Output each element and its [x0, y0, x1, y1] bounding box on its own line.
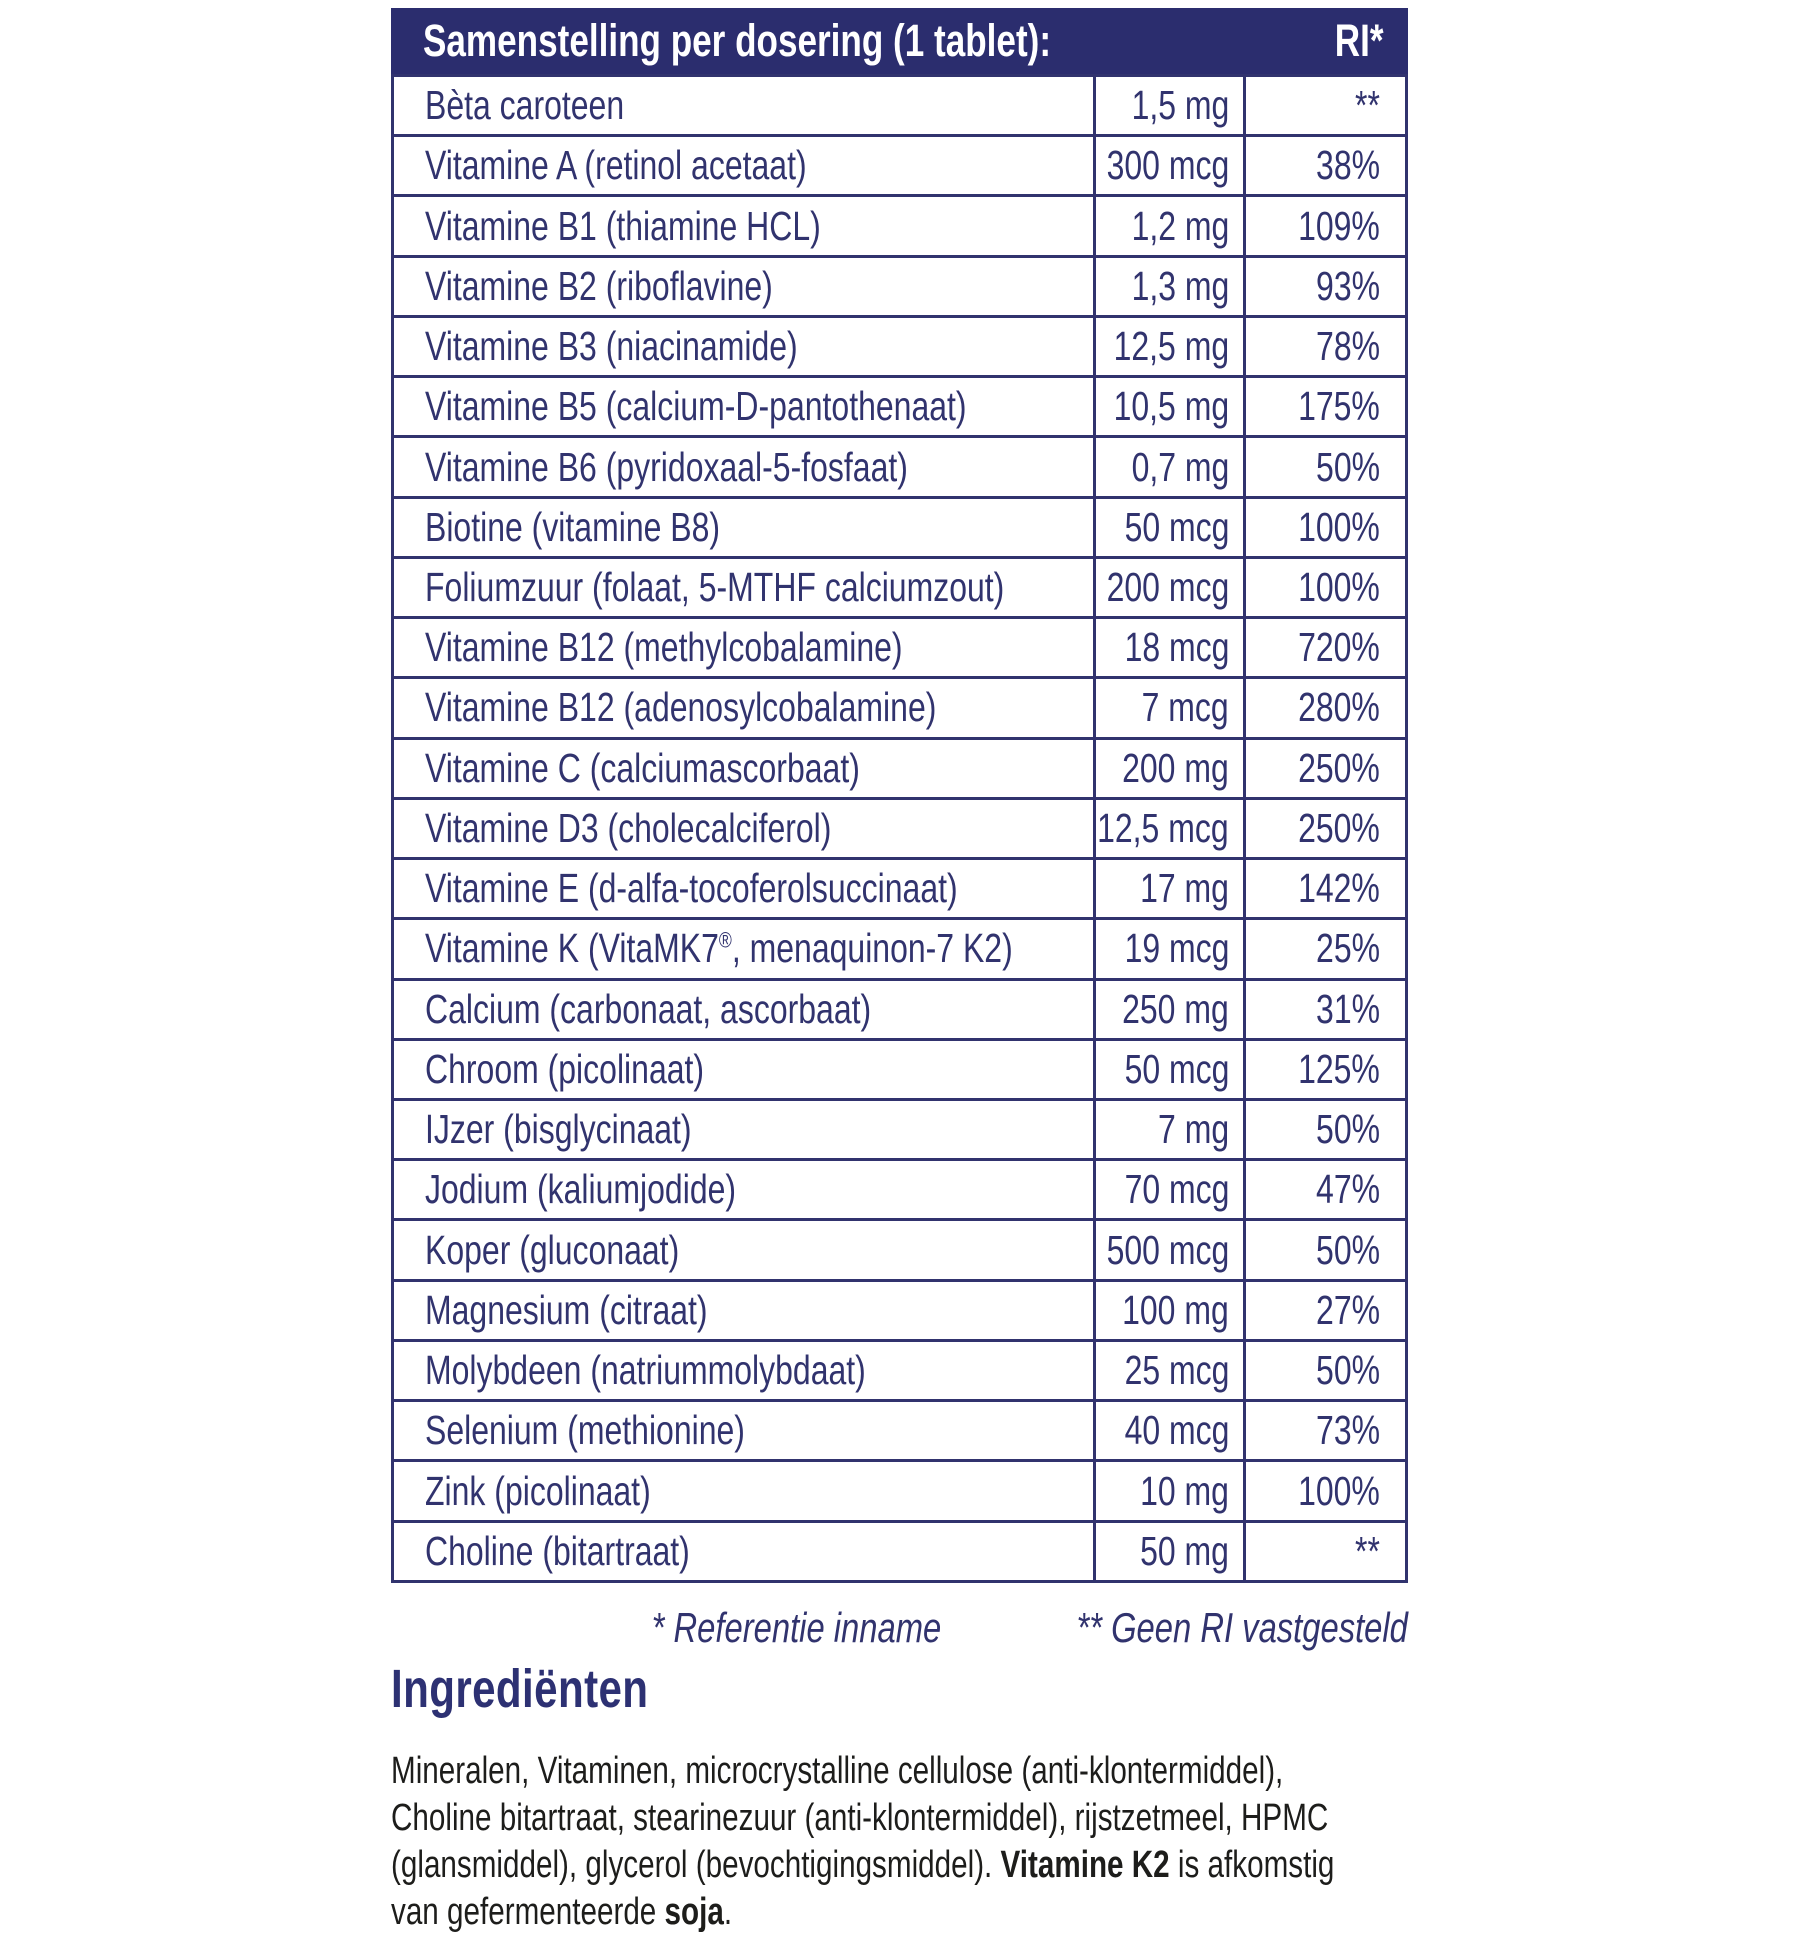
- nutrient-name: Vitamine B12 (adenosylcobalamine): [425, 684, 937, 731]
- nutrient-name: Vitamine B3 (niacinamide): [425, 323, 798, 370]
- nutrient-ri: 100%: [1298, 563, 1380, 610]
- paragraph-line: [391, 1842, 1600, 1889]
- nutrient-name: Vitamine B12 (methylcobalamine): [425, 624, 903, 671]
- table-row: [394, 676, 1405, 736]
- nutrient-name: Choline (bitartraat): [425, 1527, 690, 1574]
- table-row: [394, 194, 1405, 254]
- table-row: [394, 1218, 1405, 1278]
- text-segment: .: [723, 1891, 733, 1933]
- nutrient-name: Magnesium (citraat): [425, 1286, 708, 1333]
- nutrient-ri: 31%: [1315, 985, 1380, 1032]
- nutrient-amount: 50 mg: [1140, 1527, 1229, 1574]
- text-segment: is afkomstig: [1169, 1844, 1335, 1886]
- nutrient-amount: 1,5 mg: [1131, 82, 1229, 129]
- table-row: [394, 1158, 1405, 1218]
- nutrient-ri: 50%: [1315, 1226, 1380, 1273]
- nutrient-ri: 93%: [1315, 262, 1380, 309]
- text-segment: (glansmiddel), glycerol (bevochtigingsmiddel).: [391, 1844, 1001, 1886]
- text-segment: Choline bitartraat, stearinezuur (anti-klontermiddel), rijstzetmeel, HPMC: [391, 1797, 1329, 1839]
- nutrient-amount: 50 mcg: [1124, 1045, 1229, 1092]
- nutrient-amount: 250 mg: [1122, 985, 1229, 1032]
- nutrient-amount: 50 mcg: [1124, 503, 1229, 550]
- composition-table: [391, 8, 1408, 1583]
- nutrient-name: Vitamine B5 (calcium-D-pantothenaat): [425, 383, 967, 430]
- nutrient-ri: 125%: [1298, 1045, 1380, 1092]
- text-segment: soja: [664, 1891, 724, 1933]
- nutrient-name: Foliumzuur (folaat, 5-MTHF calciumzout): [425, 563, 1005, 610]
- nutrient-name: Vitamine E (d-alfa-tocoferolsuccinaat): [425, 865, 958, 912]
- nutrient-amount: 500 mcg: [1106, 1226, 1229, 1273]
- nutrient-ri: **: [1355, 82, 1380, 129]
- nutrient-ri: 73%: [1315, 1407, 1380, 1454]
- nutrient-amount: 1,3 mg: [1131, 262, 1229, 309]
- ingredients-heading: Ingrediënten: [391, 1659, 649, 1719]
- table-row: [394, 435, 1405, 495]
- nutrient-amount: 200 mcg: [1106, 563, 1229, 610]
- nutrient-ri: 100%: [1298, 1467, 1380, 1514]
- nutrient-name: Vitamine B6 (pyridoxaal-5-fosfaat): [425, 443, 908, 490]
- table-header: [391, 8, 1408, 74]
- nutrient-amount: 12,5 mg: [1113, 323, 1229, 370]
- nutrient-name: IJzer (bisglycinaat): [425, 1106, 692, 1153]
- text-segment: Vitamine K2: [1000, 1844, 1170, 1886]
- nutrient-ri: 250%: [1298, 804, 1380, 851]
- nutrient-name: Chroom (picolinaat): [425, 1045, 705, 1092]
- nutrient-amount: 200 mg: [1122, 744, 1229, 791]
- nutrient-amount: 7 mg: [1157, 1106, 1229, 1153]
- nutrient-amount: 40 mcg: [1124, 1407, 1229, 1454]
- nutrient-amount: 300 mcg: [1106, 142, 1229, 189]
- paragraph-line: [391, 1748, 1600, 1795]
- nutrient-ri: 109%: [1298, 202, 1380, 249]
- table-row: [394, 375, 1405, 435]
- nutrient-name: Bèta caroteen: [425, 82, 625, 129]
- nutrient-ri: 100%: [1298, 503, 1380, 550]
- ingredients-paragraph: [391, 1748, 1600, 1936]
- nutrient-ri: 25%: [1315, 925, 1380, 972]
- table-row: [394, 315, 1405, 375]
- table-row: [394, 917, 1405, 977]
- nutrient-name: Vitamine B2 (riboflavine): [425, 262, 773, 309]
- footnote: [391, 1604, 1408, 1652]
- table-row: [394, 616, 1405, 676]
- nutrient-name: Selenium (methionine): [425, 1407, 745, 1454]
- nutrient-amount: 7 mcg: [1141, 684, 1229, 731]
- table-header-ri-label: RI*: [1335, 15, 1384, 66]
- nutrient-ri: 78%: [1315, 323, 1380, 370]
- nutrient-name: Koper (gluconaat): [425, 1226, 680, 1273]
- nutrient-amount: 100 mg: [1122, 1286, 1229, 1333]
- table-row: [394, 134, 1405, 194]
- nutrient-name: Biotine (vitamine B8): [425, 503, 721, 550]
- table-row: [394, 496, 1405, 556]
- nutrient-ri: 175%: [1298, 383, 1380, 430]
- table-row: [394, 77, 1405, 134]
- table-row: [394, 1098, 1405, 1158]
- table-row: [394, 556, 1405, 616]
- table-row: [394, 1520, 1405, 1580]
- table-row: [394, 1399, 1405, 1459]
- footnote-reference: * Referentie inname: [651, 1604, 942, 1651]
- nutrient-name: Vitamine D3 (cholecalciferol): [425, 804, 832, 851]
- table-row: [394, 737, 1405, 797]
- nutrient-ri: 50%: [1315, 1106, 1380, 1153]
- text-segment: Mineralen, Vitaminen, microcrystalline cellulose (anti-klontermiddel),: [391, 1750, 1284, 1792]
- nutrient-ri: **: [1355, 1527, 1380, 1574]
- nutrient-ri: 47%: [1315, 1166, 1380, 1213]
- table-row: [394, 1038, 1405, 1098]
- nutrient-amount: 1,2 mg: [1131, 202, 1229, 249]
- nutrient-ri: 720%: [1298, 624, 1380, 671]
- nutrient-name: Vitamine B1 (thiamine HCL): [425, 202, 821, 249]
- nutrient-amount: 12,5 mcg: [1097, 804, 1229, 851]
- table-row: [394, 978, 1405, 1038]
- nutrient-amount: 70 mcg: [1124, 1166, 1229, 1213]
- paragraph-line: [391, 1795, 1600, 1842]
- nutrient-name: Vitamine K (VitaMK7®, menaquinon-7 K2): [425, 925, 1013, 972]
- nutrient-name: Calcium (carbonaat, ascorbaat): [425, 985, 872, 1032]
- nutrient-amount: 18 mcg: [1124, 624, 1229, 671]
- nutrient-amount: 0,7 mg: [1131, 443, 1229, 490]
- nutrient-ri: 27%: [1315, 1286, 1380, 1333]
- nutrient-amount: 25 mcg: [1124, 1347, 1229, 1394]
- table-row: [394, 1459, 1405, 1519]
- nutrient-ri: 38%: [1315, 142, 1380, 189]
- table-header-title: Samenstelling per dosering (1 tablet):: [423, 15, 1052, 66]
- table-row: [394, 1339, 1405, 1399]
- table-row: [394, 857, 1405, 917]
- table-row: [394, 797, 1405, 857]
- table-row: [394, 1279, 1405, 1339]
- nutrient-name: Vitamine A (retinol acetaat): [425, 142, 807, 189]
- nutrient-amount: 10,5 mg: [1113, 383, 1229, 430]
- nutrient-ri: 50%: [1315, 1347, 1380, 1394]
- nutrient-amount: 17 mg: [1140, 865, 1229, 912]
- text-segment: van gefermenteerde: [391, 1891, 665, 1933]
- nutrient-ri: 142%: [1298, 865, 1380, 912]
- footnote-no-ri: ** Geen RI vastgesteld: [1076, 1604, 1408, 1651]
- nutrient-amount: 19 mcg: [1124, 925, 1229, 972]
- nutrient-name: Vitamine C (calciumascorbaat): [425, 744, 860, 791]
- nutrient-ri: 250%: [1298, 744, 1380, 791]
- nutrient-name: Zink (picolinaat): [425, 1467, 651, 1514]
- table-row: [394, 255, 1405, 315]
- nutrient-name: Molybdeen (natriummolybdaat): [425, 1347, 866, 1394]
- nutrient-amount: 10 mg: [1140, 1467, 1229, 1514]
- nutrient-ri: 50%: [1315, 443, 1380, 490]
- nutrient-ri: 280%: [1298, 684, 1380, 731]
- nutrient-name: Jodium (kaliumjodide): [425, 1166, 737, 1213]
- paragraph-line: [391, 1889, 1600, 1936]
- table-body: [391, 74, 1408, 1583]
